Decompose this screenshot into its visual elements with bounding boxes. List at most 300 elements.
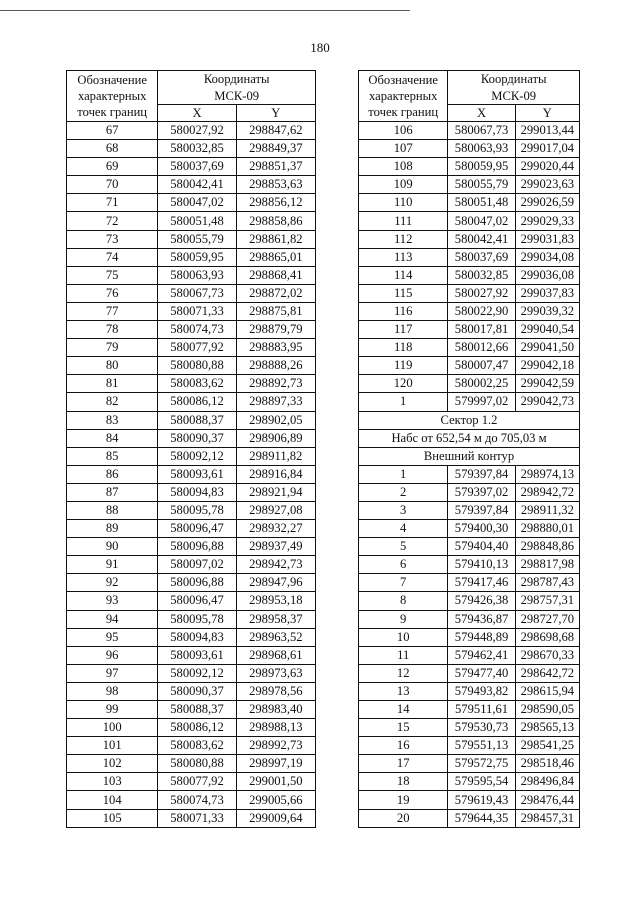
y-coordinate-cell: 298968,61 [236,646,315,664]
x-coordinate-cell: 579551,13 [448,737,515,755]
table-row [359,646,580,664]
table-row [359,321,580,339]
y-coordinate-cell: 298997,19 [236,755,315,773]
y-coordinate-cell: 298973,63 [236,664,315,682]
top-rule-line [0,10,410,11]
table-row [67,538,316,556]
point-number-cell: 78 [67,321,158,339]
y-coordinate-cell: 298892,73 [236,375,315,393]
point-number-cell: 19 [359,791,448,809]
table-row [67,592,316,610]
y-coordinate-cell: 299037,83 [515,284,579,302]
table-row [359,158,580,176]
y-coordinate-cell: 298921,94 [236,483,315,501]
x-coordinate-cell: 580095,78 [158,501,236,519]
point-number-cell: 120 [359,375,448,393]
y-coordinate-cell: 299005,66 [236,791,315,809]
contour-title-row [359,447,580,465]
x-coordinate-cell: 579511,61 [448,701,515,719]
point-number-cell: 68 [67,140,158,158]
y-coordinate-cell: 299042,59 [515,375,579,393]
x-coordinate-cell: 579572,75 [448,755,515,773]
designation-header-line: Обозначение [77,72,147,87]
y-coordinate-cell: 298888,26 [236,357,315,375]
y-coordinate-cell: 298457,31 [515,809,579,827]
point-number-cell: 94 [67,610,158,628]
table-row [359,628,580,646]
x-coordinate-cell: 579426,38 [448,592,515,610]
table-row [67,465,316,483]
table-row [359,176,580,194]
table-row [67,701,316,719]
point-number-cell: 11 [359,646,448,664]
y-coordinate-cell: 298992,73 [236,737,315,755]
x-coordinate-cell: 580071,33 [158,302,236,320]
table-row [67,628,316,646]
coordinates-header [158,71,316,105]
x-coordinate-cell: 580063,93 [158,266,236,284]
y-coordinate-cell: 298902,05 [236,411,315,429]
point-number-cell: 9 [359,610,448,628]
table-row [359,339,580,357]
coordinates-header-line: Координаты [480,72,547,86]
table-row [67,122,316,140]
x-coordinate-cell: 580002,25 [448,375,515,393]
point-number-cell: 73 [67,230,158,248]
y-coordinate-cell: 298983,40 [236,701,315,719]
point-number-cell: 118 [359,339,448,357]
y-coordinate-cell: 298615,94 [515,682,579,700]
x-coordinate-cell: 580022,90 [448,302,515,320]
x-coordinate-cell: 580074,73 [158,791,236,809]
x-coordinate-cell: 580096,88 [158,538,236,556]
point-number-cell: 115 [359,284,448,302]
table-row [67,411,316,429]
x-coordinate-cell: 579530,73 [448,719,515,737]
table-row [359,610,580,628]
table-row [67,520,316,538]
point-number-cell: 8 [359,592,448,610]
point-number-cell: 84 [67,429,158,447]
point-number-cell: 101 [67,737,158,755]
table-row [359,501,580,519]
y-coordinate-cell: 299040,54 [515,321,579,339]
x-coordinate-cell: 579397,84 [448,501,515,519]
sector-title: Сектор 1.2 [359,411,580,429]
table-row [359,556,580,574]
point-number-cell: 119 [359,357,448,375]
y-coordinate-cell: 298858,86 [236,212,315,230]
y-coordinate-cell: 299020,44 [515,158,579,176]
y-coordinate-cell: 298883,95 [236,339,315,357]
designation-header-line: характерных [368,88,438,103]
point-number-cell: 110 [359,194,448,212]
table-row [359,483,580,501]
point-number-cell: 4 [359,520,448,538]
point-number-cell: 72 [67,212,158,230]
x-coordinate-cell: 580047,02 [158,194,236,212]
x-coordinate-cell: 580088,37 [158,701,236,719]
x-coordinate-cell: 580083,62 [158,737,236,755]
y-coordinate-cell: 298849,37 [236,140,315,158]
point-number-cell: 96 [67,646,158,664]
table-row [359,140,580,158]
table-row [67,339,316,357]
y-coordinate-cell: 299036,08 [515,266,579,284]
table-row [67,194,316,212]
point-number-cell: 89 [67,520,158,538]
y-coordinate-cell: 298897,33 [236,393,315,411]
table-row [67,773,316,791]
x-coordinate-cell: 580074,73 [158,321,236,339]
table-row [67,212,316,230]
table-row [359,592,580,610]
x-coordinate-cell: 579493,82 [448,682,515,700]
y-coordinate-cell: 298974,13 [515,465,579,483]
table-row [67,483,316,501]
table-row [359,664,580,682]
point-number-cell: 92 [67,574,158,592]
x-coordinate-cell: 580042,41 [158,176,236,194]
y-coordinate-cell: 298787,43 [515,574,579,592]
x-coordinate-cell: 580093,61 [158,465,236,483]
table-row [67,755,316,773]
y-coordinate-cell: 299026,59 [515,194,579,212]
table-row [67,230,316,248]
point-number-cell: 82 [67,393,158,411]
y-coordinate-cell: 299039,32 [515,302,579,320]
coordinates-header [448,71,580,105]
y-coordinate-cell: 298642,72 [515,664,579,682]
contour-title: Внешний контур [359,447,580,465]
designation-header-line: точек границ [368,105,439,120]
table-row [359,357,580,375]
table-row [67,429,316,447]
x-coordinate-cell: 580094,83 [158,483,236,501]
table-row [359,773,580,791]
table-row [359,682,580,700]
x-coordinate-cell: 580059,95 [158,248,236,266]
x-coordinate-cell: 580051,48 [448,194,515,212]
designation-header [67,71,158,122]
x-coordinate-cell: 580037,69 [158,158,236,176]
point-number-cell: 83 [67,411,158,429]
y-coordinate-cell: 298879,79 [236,321,315,339]
table-row [67,664,316,682]
y-coordinate-cell: 299001,50 [236,773,315,791]
point-number-cell: 91 [67,556,158,574]
table-row [67,321,316,339]
table-row [359,701,580,719]
point-number-cell: 116 [359,302,448,320]
x-coordinate-cell: 580088,37 [158,411,236,429]
x-coordinate-cell: 580094,83 [158,628,236,646]
point-number-cell: 105 [67,809,158,827]
y-coordinate-cell: 299042,18 [515,357,579,375]
sector-subtitle-row [359,429,580,447]
point-number-cell: 98 [67,682,158,700]
point-number-cell: 111 [359,212,448,230]
point-number-cell: 79 [67,339,158,357]
x-coordinate-cell: 580017,81 [448,321,515,339]
y-coordinate-cell: 299029,33 [515,212,579,230]
table-row [67,302,316,320]
table-row [359,194,580,212]
x-coordinate-cell: 580047,02 [448,212,515,230]
y-coordinate-cell: 298518,46 [515,755,579,773]
point-number-cell: 114 [359,266,448,284]
y-coordinate-cell: 299017,04 [515,140,579,158]
x-coordinate-cell: 579404,40 [448,538,515,556]
y-coordinate-cell: 298932,27 [236,520,315,538]
x-coordinate-cell: 580055,79 [448,176,515,194]
point-number-cell: 117 [359,321,448,339]
x-coordinate-cell: 580067,73 [448,122,515,140]
table-row [359,737,580,755]
table-row [67,501,316,519]
point-number-cell: 100 [67,719,158,737]
table-row [359,809,580,827]
point-number-cell: 107 [359,140,448,158]
x-coordinate-cell: 580071,33 [158,809,236,827]
point-number-cell: 86 [67,465,158,483]
designation-header-line: Обозначение [368,72,438,87]
y-coordinate-cell: 299023,63 [515,176,579,194]
y-coordinate-cell: 298856,12 [236,194,315,212]
table-row [67,176,316,194]
point-number-cell: 12 [359,664,448,682]
x-coordinate-cell: 579436,87 [448,610,515,628]
point-number-cell: 87 [67,483,158,501]
x-coordinate-cell: 580083,62 [158,375,236,393]
table-row [359,520,580,538]
point-number-cell: 67 [67,122,158,140]
y-coordinate-cell: 298875,81 [236,302,315,320]
point-number-cell: 85 [67,447,158,465]
coordinates-header-line: МСК-09 [214,88,260,103]
y-coordinate-cell: 298565,13 [515,719,579,737]
table-row [67,375,316,393]
y-coordinate-cell: 299013,44 [515,122,579,140]
table-row [67,610,316,628]
x-coordinate-cell: 580032,85 [448,266,515,284]
x-header: X [158,105,236,122]
point-number-cell: 69 [67,158,158,176]
point-number-cell: 6 [359,556,448,574]
table-row [67,447,316,465]
coordinates-header-line: Координаты [203,72,270,86]
table-row [67,737,316,755]
point-number-cell: 17 [359,755,448,773]
y-coordinate-cell: 298698,68 [515,628,579,646]
x-coordinate-cell: 580027,92 [158,122,236,140]
y-coordinate-cell: 298978,56 [236,682,315,700]
point-number-cell: 20 [359,809,448,827]
x-coordinate-cell: 580027,92 [448,284,515,302]
x-coordinate-cell: 580059,95 [448,158,515,176]
table-row [67,266,316,284]
x-coordinate-cell: 580032,85 [158,140,236,158]
table-row [359,284,580,302]
point-number-cell: 70 [67,176,158,194]
x-coordinate-cell: 580096,88 [158,574,236,592]
x-coordinate-cell: 579619,43 [448,791,515,809]
designation-header-line: точек границ [77,105,148,120]
y-coordinate-cell: 298880,01 [515,520,579,538]
y-coordinate-cell: 298861,82 [236,230,315,248]
y-coordinate-cell: 298757,31 [515,592,579,610]
coordinates-table-right [358,70,580,828]
table-row [67,646,316,664]
point-number-cell: 81 [67,375,158,393]
x-coordinate-cell: 580077,92 [158,773,236,791]
point-number-cell: 108 [359,158,448,176]
x-coordinate-cell: 579462,41 [448,646,515,664]
point-number-cell: 5 [359,538,448,556]
table-row [359,465,580,483]
point-number-cell: 95 [67,628,158,646]
point-number-cell: 71 [67,194,158,212]
point-number-cell: 16 [359,737,448,755]
y-coordinate-cell: 298958,37 [236,610,315,628]
table-row [359,375,580,393]
x-coordinate-cell: 580007,47 [448,357,515,375]
y-header: Y [236,105,315,122]
y-coordinate-cell: 299042,73 [515,393,579,411]
point-number-cell: 7 [359,574,448,592]
point-number-cell: 88 [67,501,158,519]
y-coordinate-cell: 299009,64 [236,809,315,827]
designation-header [359,71,448,122]
x-coordinate-cell: 580092,12 [158,447,236,465]
point-number-cell: 112 [359,230,448,248]
y-coordinate-cell: 298851,37 [236,158,315,176]
x-coordinate-cell: 580090,37 [158,429,236,447]
point-number-cell: 80 [67,357,158,375]
point-number-cell: 74 [67,248,158,266]
table-row [67,719,316,737]
x-coordinate-cell: 579595,54 [448,773,515,791]
table-row [359,755,580,773]
y-coordinate-cell: 298541,25 [515,737,579,755]
sector-title-row [359,411,580,429]
table-row [359,791,580,809]
y-coordinate-cell: 298590,05 [515,701,579,719]
point-number-cell: 103 [67,773,158,791]
x-coordinate-cell: 580042,41 [448,230,515,248]
y-header: Y [515,105,579,122]
x-coordinate-cell: 580080,88 [158,755,236,773]
table-row [359,302,580,320]
point-number-cell: 106 [359,122,448,140]
x-coordinate-cell: 579997,02 [448,393,515,411]
table-row [359,212,580,230]
x-coordinate-cell: 579400,30 [448,520,515,538]
y-coordinate-cell: 298848,86 [515,538,579,556]
x-coordinate-cell: 579417,46 [448,574,515,592]
point-number-cell: 18 [359,773,448,791]
x-coordinate-cell: 580077,92 [158,339,236,357]
table-row [359,266,580,284]
point-number-cell: 14 [359,701,448,719]
table-row [67,682,316,700]
point-number-cell: 99 [67,701,158,719]
y-coordinate-cell: 298727,70 [515,610,579,628]
coordinates-table-left [66,70,316,828]
x-coordinate-cell: 579477,40 [448,664,515,682]
table-row [67,556,316,574]
x-coordinate-cell: 580051,48 [158,212,236,230]
x-coordinate-cell: 579410,13 [448,556,515,574]
table-row [67,158,316,176]
y-coordinate-cell: 298942,72 [515,483,579,501]
point-number-cell: 102 [67,755,158,773]
table-row [67,284,316,302]
x-coordinate-cell: 580037,69 [448,248,515,266]
x-coordinate-cell: 580067,73 [158,284,236,302]
page-number: 180 [310,40,330,55]
y-coordinate-cell: 299041,50 [515,339,579,357]
x-coordinate-cell: 580012,66 [448,339,515,357]
table-row [359,574,580,592]
x-coordinate-cell: 580095,78 [158,610,236,628]
x-coordinate-cell: 579397,02 [448,483,515,501]
table-row [67,140,316,158]
x-header: X [448,105,515,122]
x-coordinate-cell: 580093,61 [158,646,236,664]
point-number-cell: 97 [67,664,158,682]
table-row [67,574,316,592]
coordinates-header-line: МСК-09 [491,88,537,103]
point-number-cell: 113 [359,248,448,266]
x-coordinate-cell: 580096,47 [158,592,236,610]
point-number-cell: 2 [359,483,448,501]
y-coordinate-cell: 298911,32 [515,501,579,519]
x-coordinate-cell: 580097,02 [158,556,236,574]
y-coordinate-cell: 298865,01 [236,248,315,266]
point-number-cell: 75 [67,266,158,284]
x-coordinate-cell: 580092,12 [158,664,236,682]
point-number-cell: 10 [359,628,448,646]
sector-subtitle: Набс от 652,54 м до 705,03 м [359,429,580,447]
y-coordinate-cell: 298817,98 [515,556,579,574]
y-coordinate-cell: 298953,18 [236,592,315,610]
table-row [359,719,580,737]
table-row [359,248,580,266]
y-coordinate-cell: 298868,41 [236,266,315,284]
point-number-cell: 15 [359,719,448,737]
y-coordinate-cell: 298963,52 [236,628,315,646]
y-coordinate-cell: 298872,02 [236,284,315,302]
x-coordinate-cell: 580086,12 [158,393,236,411]
y-coordinate-cell: 298937,49 [236,538,315,556]
y-coordinate-cell: 298847,62 [236,122,315,140]
x-coordinate-cell: 579397,84 [448,465,515,483]
point-number-cell: 1 [359,465,448,483]
point-number-cell: 3 [359,501,448,519]
y-coordinate-cell: 298927,08 [236,501,315,519]
y-coordinate-cell: 298988,13 [236,719,315,737]
y-coordinate-cell: 298906,89 [236,429,315,447]
y-coordinate-cell: 298911,82 [236,447,315,465]
table-row [359,393,580,411]
x-coordinate-cell: 579644,35 [448,809,515,827]
table-row [359,122,580,140]
x-coordinate-cell: 580090,37 [158,682,236,700]
x-coordinate-cell: 580096,47 [158,520,236,538]
y-coordinate-cell: 298496,84 [515,773,579,791]
point-number-cell: 13 [359,682,448,700]
